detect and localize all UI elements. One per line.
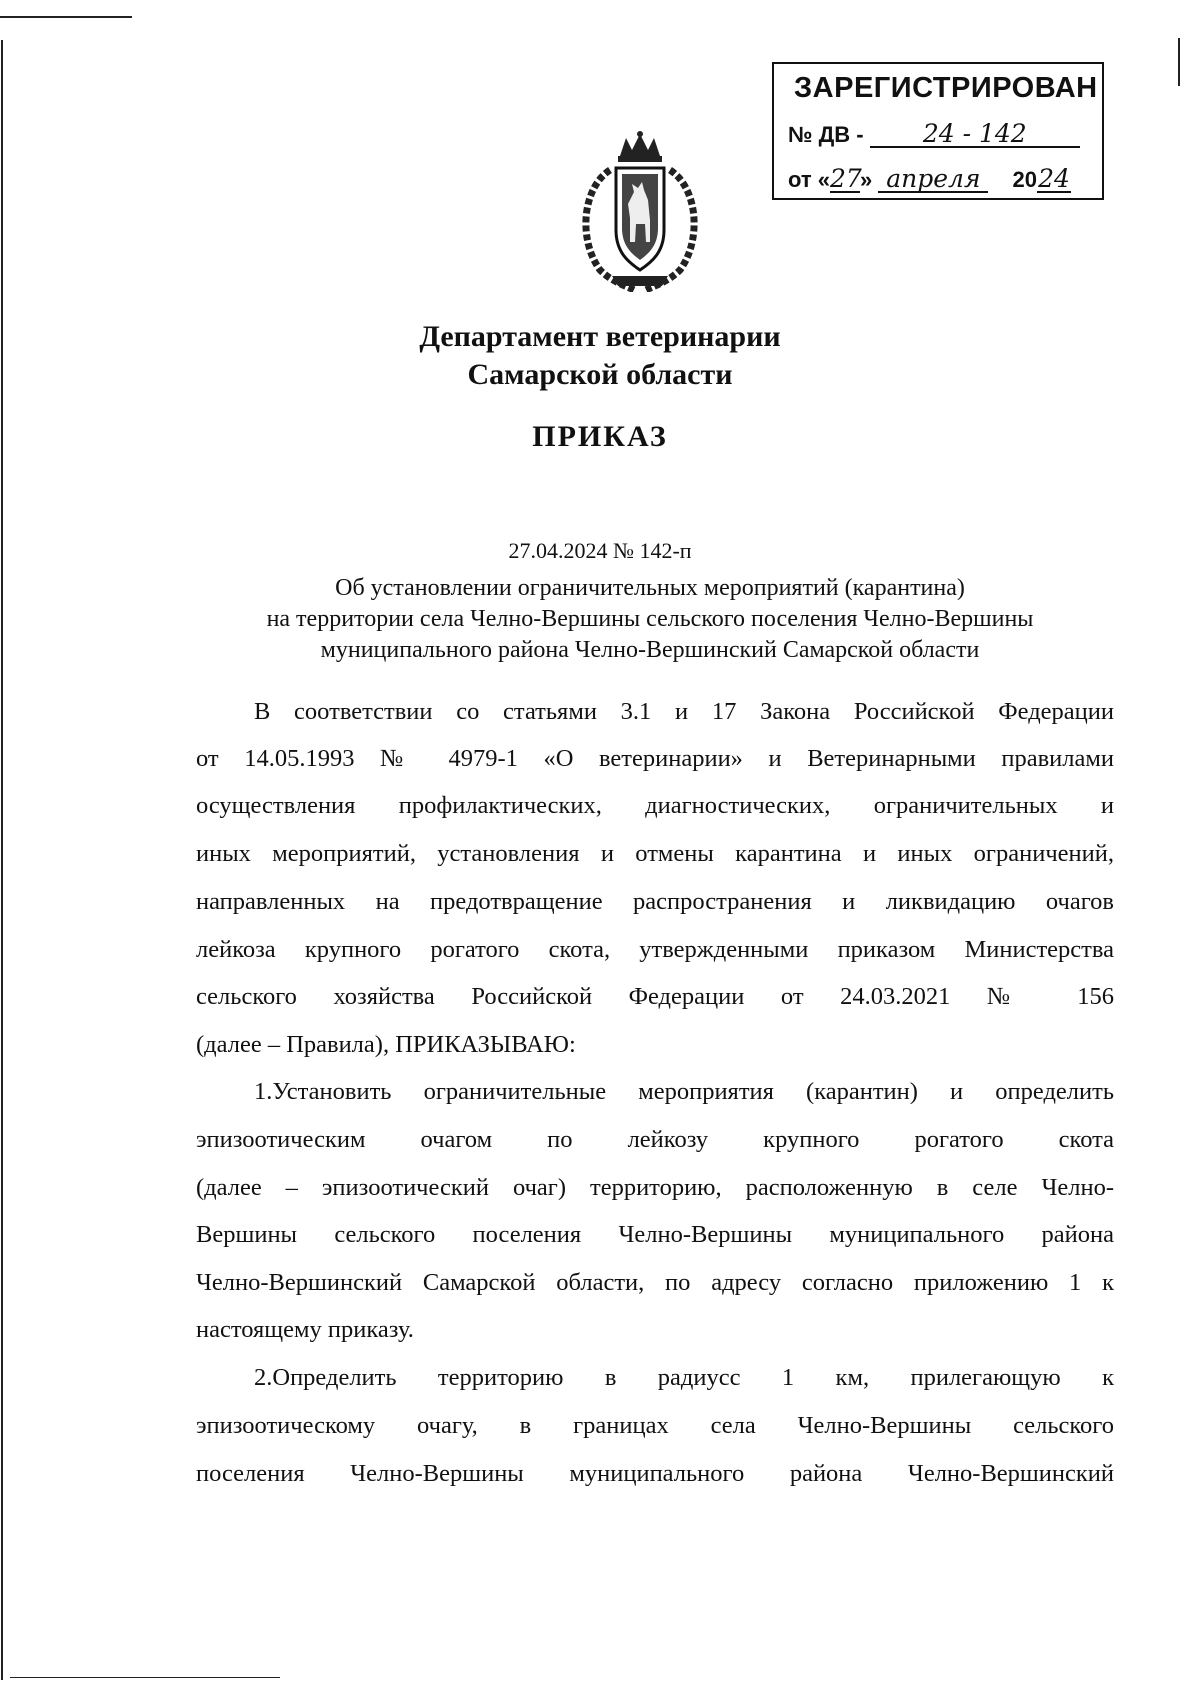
scan-edge-bottom	[10, 1677, 280, 1678]
department-name-line1: Департамент ветеринарии	[419, 320, 781, 353]
scan-edge-top	[0, 16, 132, 18]
body-line: сельского хозяйства Российской Федерации от 24.03.2021 № 156	[196, 983, 1114, 1010]
stamp-date-year-prefix: 20	[1012, 167, 1037, 192]
stamp-date-row	[788, 164, 1071, 193]
stamp-date-prefix: от «	[788, 167, 831, 192]
stamp-date-day: 27	[830, 164, 862, 193]
emblem-crown-band	[618, 156, 662, 162]
order-date-number: 27.04.2024 № 142-п	[508, 538, 692, 563]
body-line: поселения Челно-Вершины муниципального района Челно-Вершинский	[196, 1460, 1114, 1487]
body-line: 1.Установить ограничительные мероприятия (карантин) и определить	[254, 1078, 1114, 1105]
stamp-date-year-suffix: 24	[1038, 164, 1070, 193]
order-subject-line: муниципального района Челно-Вершинский Самарской области	[320, 637, 980, 663]
emblem-crown	[620, 134, 660, 156]
body-line: 2.Определить территорию в радиусс 1 км, прилегающую к	[254, 1364, 1114, 1391]
stamp-number-label: № ДВ -	[788, 122, 864, 147]
stamp-date-month: апреля	[878, 167, 988, 193]
stamp-title: ЗАРЕГИСТРИРОВАН	[794, 72, 1098, 104]
emblem-crown-cross	[637, 131, 643, 137]
body-line: от 14.05.1993 № 4979-1 «О ветеринарии» и Ветеринарными правилами	[196, 745, 1114, 772]
body-line: Вершины сельского поселения Челно-Вершины муниципального района	[196, 1221, 1114, 1248]
body-line: эпизоотическим очагом по лейкозу крупного рогатого скота	[196, 1126, 1114, 1153]
body-line: настоящему приказу.	[196, 1316, 414, 1343]
emblem-ribbon	[612, 276, 668, 286]
order-subject-line: на территории села Челно-Вершины сельского поселения Челно-Вершины	[266, 606, 1034, 632]
document-type-title: ПРИКАЗ	[532, 420, 668, 453]
scan-edge-left	[1, 40, 3, 1680]
stamp-number-value: 24 - 142	[870, 122, 1080, 148]
body-line: эпизоотическому очагу, в границах села Челно-Вершины сельского	[196, 1412, 1114, 1439]
body-line: (далее – эпизоотический очаг) территорию, расположенную в селе Челно-	[196, 1174, 1114, 1201]
body-line: иных мероприятий, установления и отмены карантина и иных ограничений,	[196, 840, 1114, 867]
registration-stamp	[772, 62, 1104, 200]
samara-coat-of-arms-icon	[570, 130, 710, 292]
body-line: лейкоза крупного рогатого скота, утвержденными приказом Министерства	[196, 936, 1114, 963]
body-line: Челно-Вершинский Самарской области, по адресу согласно приложению 1 к	[196, 1269, 1114, 1296]
body-line: направленных на предотвращение распространения и ликвидацию очагов	[196, 888, 1114, 915]
body-line: (далее – Правила), ПРИКАЗЫВАЮ:	[196, 1031, 576, 1058]
scan-edge-right	[1178, 38, 1180, 86]
order-subject	[0, 573, 1200, 666]
stamp-number-row	[788, 119, 1080, 148]
body-line: В соответствии со статьями 3.1 и 17 Закона Российской Федерации	[254, 698, 1114, 725]
stamp-date-sep: »	[860, 167, 873, 192]
department-name-line2: Самарской области	[467, 358, 733, 391]
order-subject-line: Об установлении ограничительных мероприятий (карантина)	[335, 575, 965, 601]
body-line: осуществления профилактических, диагностических, ограничительных и	[196, 792, 1114, 819]
